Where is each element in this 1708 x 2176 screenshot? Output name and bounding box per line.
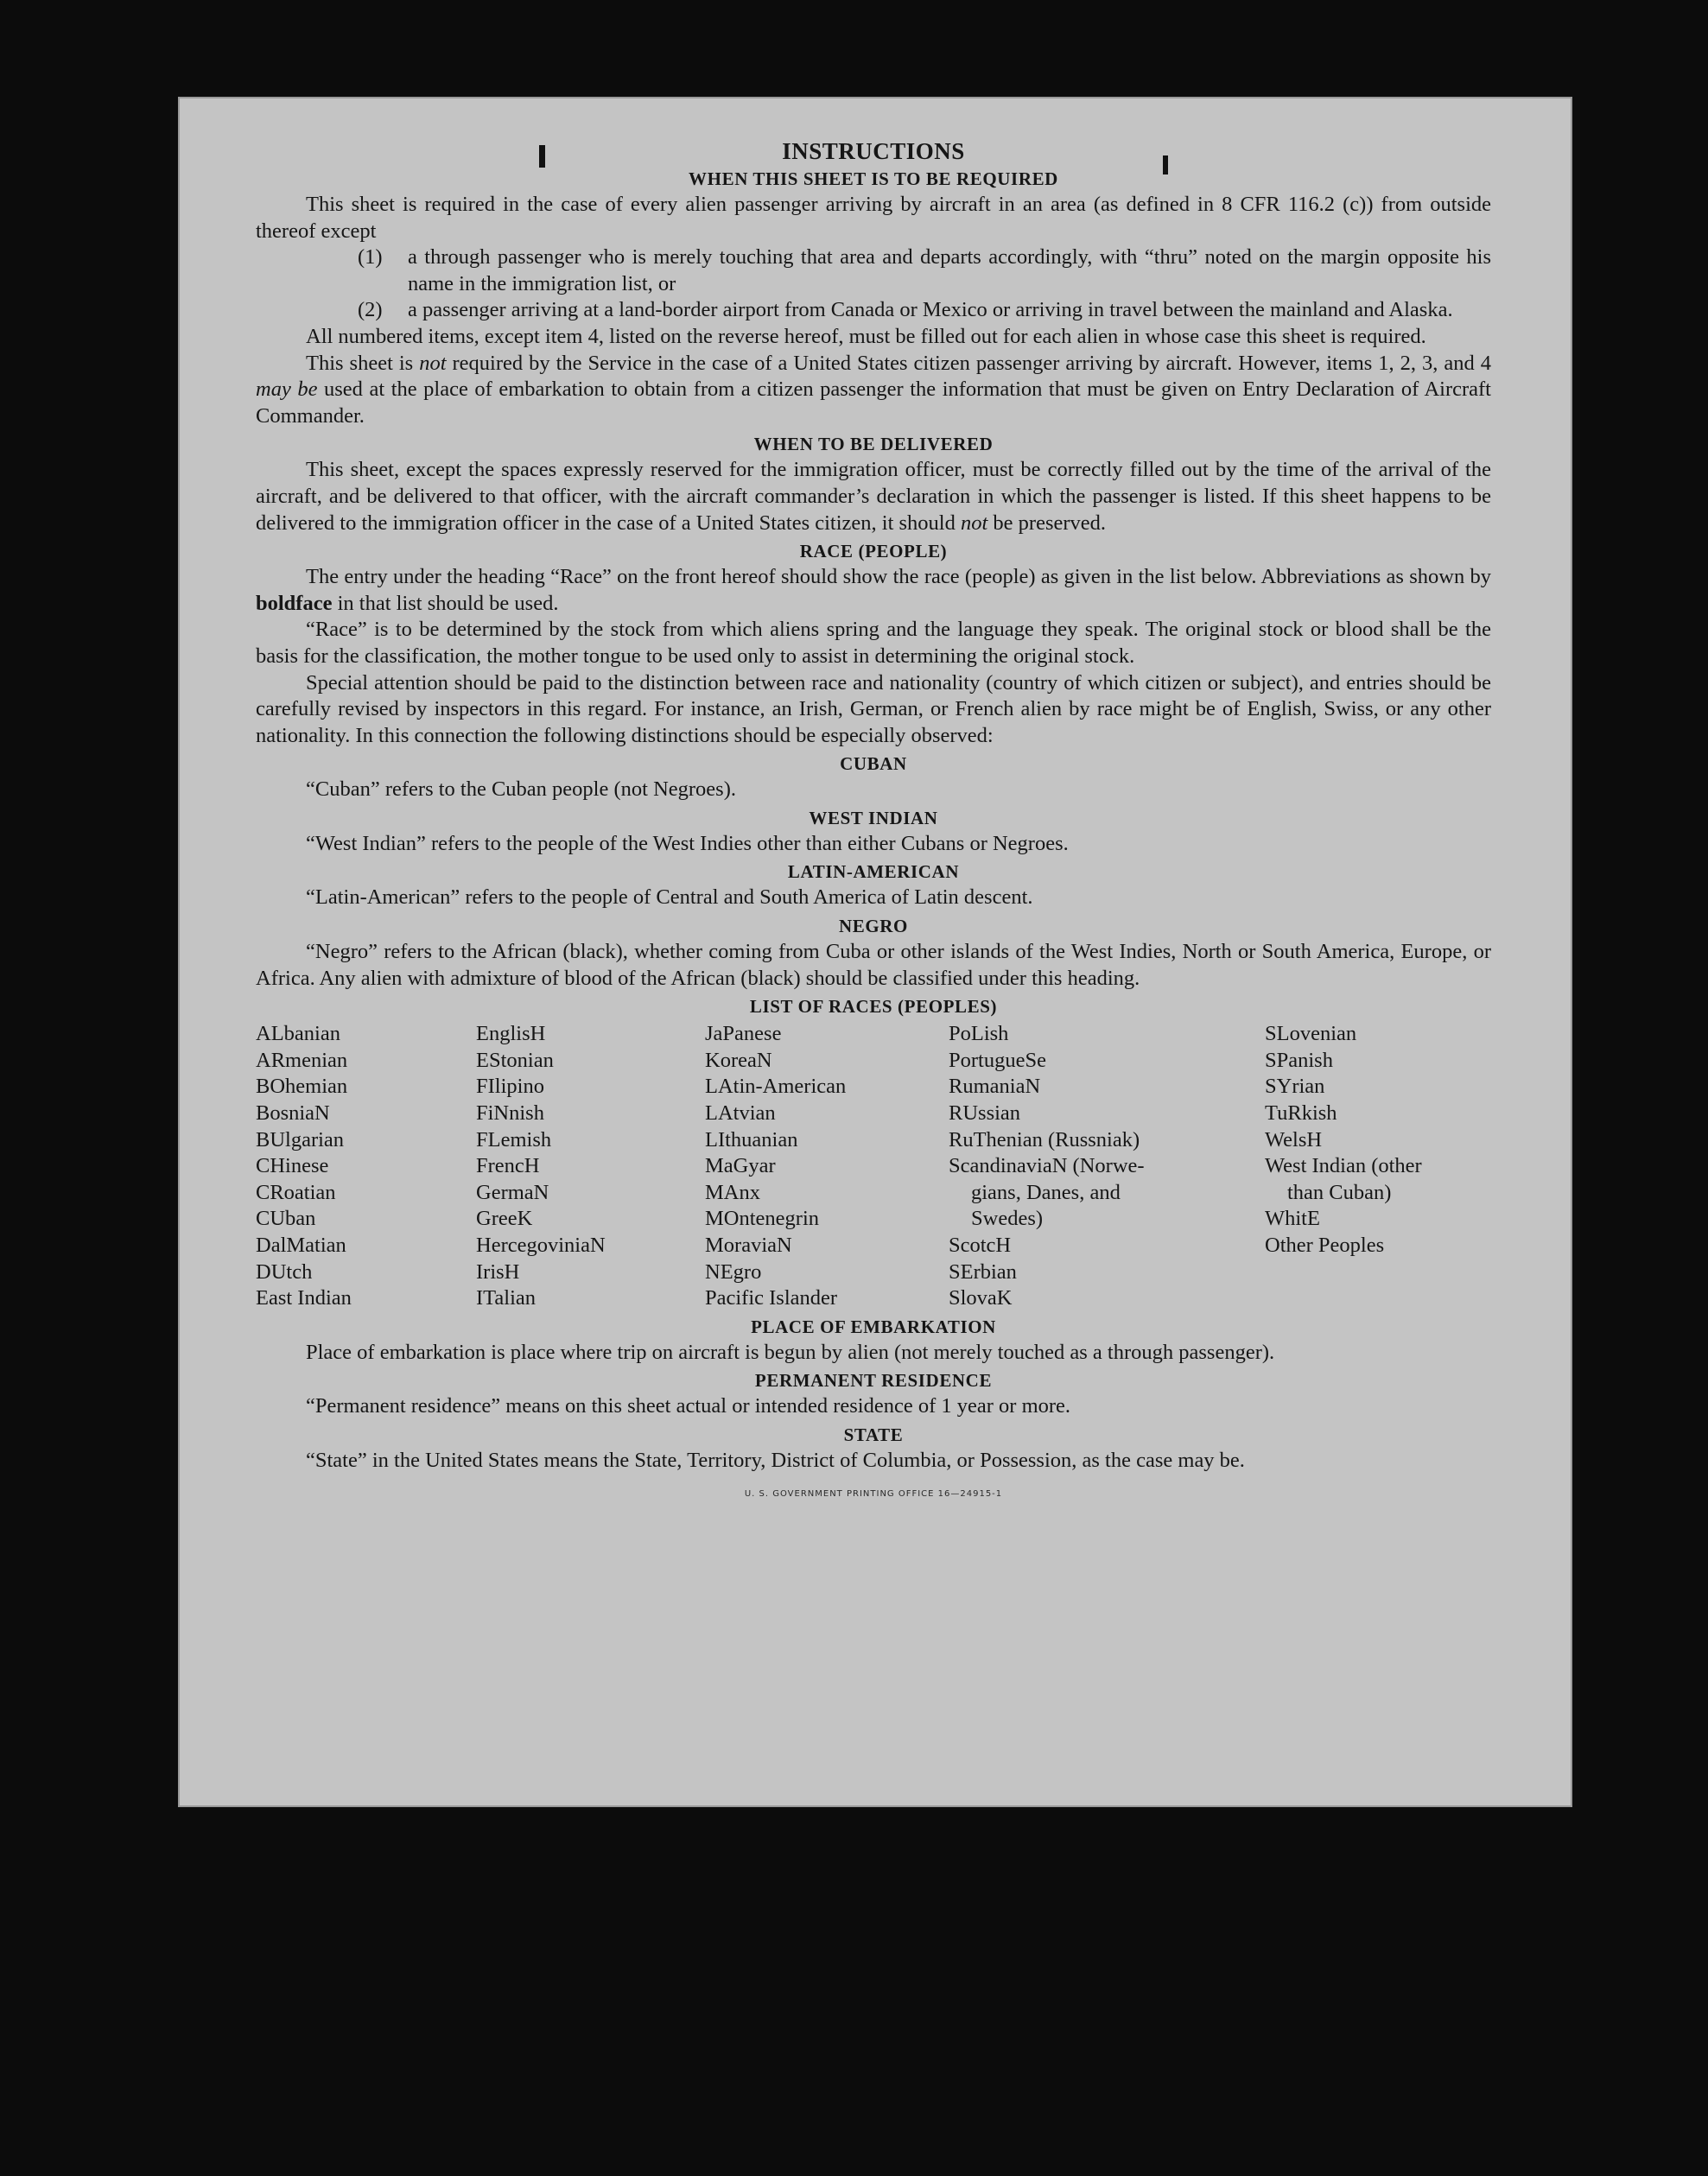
list-item-number: (1) xyxy=(358,245,383,270)
race-item: Pacific Islander xyxy=(705,1286,838,1310)
document-content xyxy=(256,138,1491,1507)
race-item: BOhemian xyxy=(256,1075,348,1099)
race-item: JaPanese xyxy=(705,1022,782,1046)
section-heading-latin-american: LATIN-AMERICAN xyxy=(787,861,960,883)
paragraph: This sheet is required in the case of every alien passenger arriving by aircraft in an area (as defined in 8 CFR 116.2 (c)) from outside thereof except xyxy=(256,193,1491,243)
section-heading-cuban: CUBAN xyxy=(840,753,907,775)
race-item-continuation: Swedes) xyxy=(971,1207,1044,1231)
race-item: EnglisH xyxy=(476,1022,546,1046)
printer-imprint: U. S. GOVERNMENT PRINTING OFFICE 16—24915-1 xyxy=(744,1488,1003,1499)
race-list xyxy=(256,1021,1491,1312)
section-heading-state: STATE xyxy=(843,1424,904,1445)
race-item: TuRkish xyxy=(1265,1101,1337,1126)
section-heading-race-list: LIST OF RACES (PEOPLES) xyxy=(749,996,998,1018)
section-heading-race: RACE (PEOPLE) xyxy=(799,541,948,562)
race-item: RuThenian (Russniak) xyxy=(949,1127,1140,1151)
document-page xyxy=(178,97,1572,1807)
race-item: CUban xyxy=(256,1207,316,1231)
list-item xyxy=(256,244,1491,297)
section-heading-required: WHEN THIS SHEET IS TO BE REQUIRED xyxy=(689,168,1058,189)
paragraph: “Permanent residence” means on this sheet actual or intended residence of 1 year or more. xyxy=(306,1394,1071,1418)
paragraph: “Negro” refers to the African (black), whether coming from Cuba or other islands of the West Indies, North or South America, Europe, or Africa. Any alien with admixture of blood of the African (black) should be classified under this heading. xyxy=(256,940,1491,990)
race-item: RUssian xyxy=(949,1101,1021,1126)
race-item: SPanish xyxy=(1265,1048,1333,1072)
race-item: LIthuanian xyxy=(705,1127,798,1151)
race-item: LAtvian xyxy=(705,1101,776,1126)
race-item: ScotcH xyxy=(949,1234,1012,1257)
race-column xyxy=(1265,1021,1491,1312)
race-item: SErbian xyxy=(949,1259,1017,1284)
race-item: ARmenian xyxy=(256,1048,348,1072)
section-heading-west-indian: WEST INDIAN xyxy=(809,807,938,828)
race-item: MoraviaN xyxy=(705,1234,792,1257)
race-item: MaGyar xyxy=(705,1154,776,1178)
race-item: EStonian xyxy=(476,1048,554,1072)
race-item: MAnx xyxy=(705,1180,760,1204)
race-item: MOntenegrin xyxy=(705,1207,819,1231)
list-item xyxy=(256,297,1491,324)
section-heading-residence: PERMANENT RESIDENCE xyxy=(754,1370,993,1392)
paragraph: “West Indian” refers to the people of the West Indies other than either Cubans or Negroes. xyxy=(306,831,1069,855)
race-item: GreeK xyxy=(476,1207,533,1231)
paragraph: “Race” is to be determined by the stock from which aliens spring and the language they speak. The original stock or blood shall be the basis for the classification, the mother tongue to be used only to assist in determining the original stock. xyxy=(256,618,1491,668)
section-heading-delivered: WHEN TO BE DELIVERED xyxy=(753,434,994,455)
race-item: West Indian (other xyxy=(1265,1154,1422,1178)
race-item: ALbanian xyxy=(256,1022,340,1046)
race-item: East Indian xyxy=(256,1286,352,1310)
paragraph: This sheet, except the spaces expressly reserved for the immigration officer, must be correctly filled out by the time of the arrival of the aircraft, and be delivered to that officer, with the aircraft commander’s declaration in which the passenger is listed. If this sheet happens to be delivered to the immigration officer in the case of a United States citizen, it should not be preserved. xyxy=(256,458,1491,535)
race-item: KoreaN xyxy=(705,1048,772,1072)
race-item: FIlipino xyxy=(476,1075,544,1099)
paragraph: Place of embarkation is place where trip on aircraft is begun by alien (not merely touched as a through passenger). xyxy=(306,1340,1275,1364)
race-column xyxy=(256,1021,476,1312)
race-item: PortugueSe xyxy=(949,1048,1046,1072)
race-item-continuation: gians, Danes, and xyxy=(971,1180,1121,1204)
race-item: LAtin-American xyxy=(705,1075,847,1099)
race-item: FrencH xyxy=(476,1154,540,1178)
section-heading-negro: NEGRO xyxy=(838,916,908,937)
race-item: DalMatian xyxy=(256,1234,346,1257)
list-item-text: a passenger arriving at a land-border airport from Canada or Mexico or arriving in travel between the mainland and Alaska. xyxy=(408,298,1453,322)
race-item: SlovaK xyxy=(949,1286,1013,1310)
race-item: SYrian xyxy=(1265,1075,1325,1099)
race-item: NEgro xyxy=(705,1259,762,1284)
section-heading-embarkation: PLACE OF EMBARKATION xyxy=(751,1316,996,1337)
paragraph: “State” in the United States means the State, Territory, District of Columbia, or Possession, as the case may be. xyxy=(306,1448,1245,1472)
race-item: GermaN xyxy=(476,1180,549,1204)
paragraph: This sheet is not required by the Service in the case of a United States citizen passenger arriving by aircraft. However, items 1, 2, 3, and 4 may be used at the place of embarkation to obtain from a citizen passenger the information that must be given on Entry Declaration of Aircraft Commander. xyxy=(256,351,1491,428)
race-item: CHinese xyxy=(256,1154,329,1178)
race-item: BUlgarian xyxy=(256,1127,345,1151)
race-item: CRoatian xyxy=(256,1180,336,1204)
race-item: FiNnish xyxy=(476,1101,544,1126)
race-item: FLemish xyxy=(476,1127,552,1151)
race-item: WelsH xyxy=(1265,1127,1323,1151)
race-column xyxy=(476,1021,705,1312)
paragraph: All numbered items, except item 4, listed on the reverse hereof, must be filled out for each alien in whose case this sheet is required. xyxy=(306,324,1426,348)
race-item: Other Peoples xyxy=(1265,1234,1385,1257)
race-item: DUtch xyxy=(256,1259,313,1284)
race-item: WhitE xyxy=(1265,1207,1320,1231)
race-column xyxy=(949,1021,1265,1312)
paragraph: “Latin-American” refers to the people of Central and South America of Latin descent. xyxy=(306,885,1033,910)
race-column xyxy=(705,1021,949,1312)
race-item: PoLish xyxy=(949,1022,1009,1046)
race-item: ScandinaviaN (Norwe- xyxy=(949,1154,1145,1178)
paragraph: “Cuban” refers to the Cuban people (not Negroes). xyxy=(306,777,736,802)
race-item: IrisH xyxy=(476,1259,520,1284)
race-item: HercegoviniaN xyxy=(476,1234,606,1257)
race-item-continuation: than Cuban) xyxy=(1287,1180,1392,1204)
race-item: RumaniaN xyxy=(949,1075,1041,1099)
race-item: BosniaN xyxy=(256,1101,330,1126)
list-item-number: (2) xyxy=(358,298,383,322)
race-item: ITalian xyxy=(476,1286,537,1310)
list-item-text: a through passenger who is merely touching that area and departs accordingly, with “thru” noted on the margin opposite his name in the immigration list, or xyxy=(408,245,1491,295)
paragraph: Special attention should be paid to the distinction between race and nationality (country of which citizen or subject), and entries should be carefully revised by inspectors in this regard. For instance, an Irish, German, or French alien by race might be of English, Swiss, or any other nationality. In this connection the following distinctions should be especially observed: xyxy=(256,670,1491,747)
race-item: SLovenian xyxy=(1265,1022,1357,1046)
paragraph: The entry under the heading “Race” on the front hereof should show the race (people) as given in the list below. Abbreviations as shown by boldface in that list should be used. xyxy=(256,565,1491,615)
page-title: INSTRUCTIONS xyxy=(782,138,965,164)
